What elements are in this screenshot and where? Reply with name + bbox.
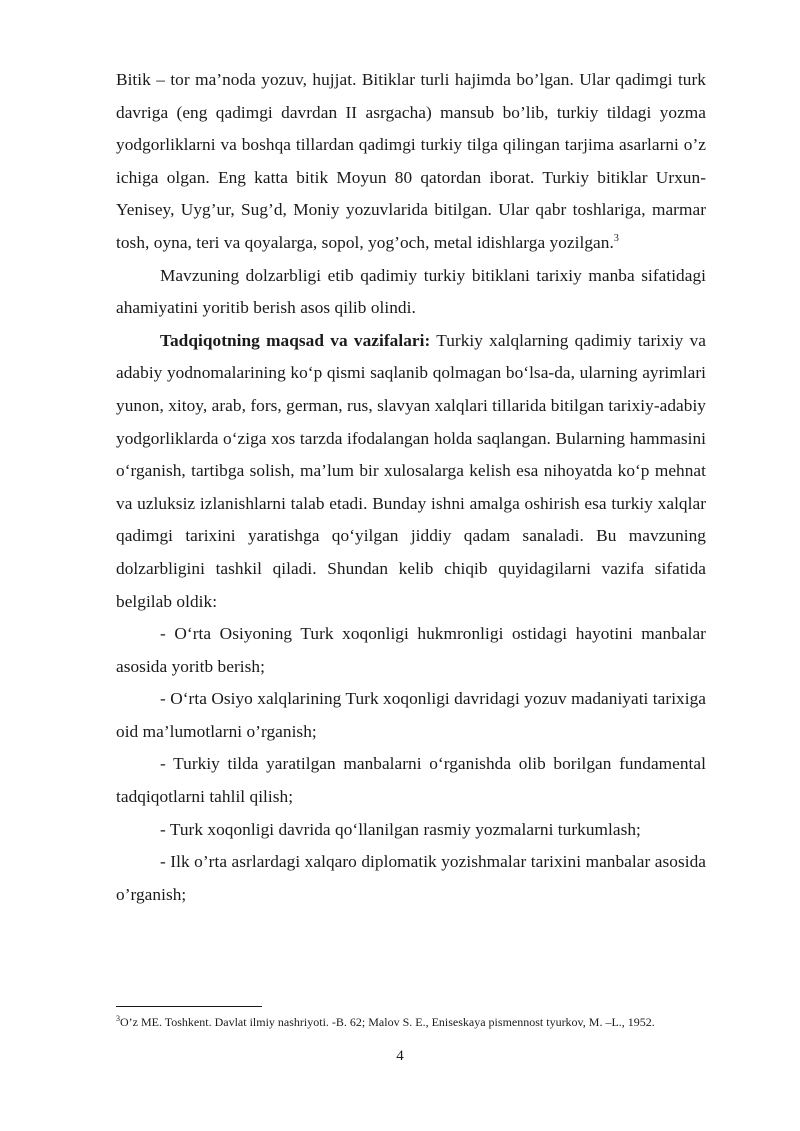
list-item-text: - O‘rta Osiyoning Turk xoqonligi hukmronligi ostidagi hayotini manbalar asosida yoritb berish;: [116, 624, 706, 676]
paragraph-goals: [116, 325, 706, 618]
page-number: 4: [396, 1048, 404, 1064]
paragraph-goals-text: Turkiy xalqlarning qadimiy tarixiy va adabiy yodnomalarining ko‘p qismi saqlanib qolmagan bo‘lsa-da, ularning ayrimlari yunon, xitoy, arab, fors, german, rus, slavyan xalqlari tillarida bitilgan tarixiy-adabiy yodgorliklarda o‘ziga xos tarzda ifodalangan holda saqlangan. Bularning hammasini o‘rganish, tartibga solish, ma’lum bir xulosalarga kelish esa nihoyatda ko‘p mehnat va uzluksiz izlanishlarni talab etadi. Bunday ishni amalga oshirish esa turkiy xalqlar qadimgi tarixini yaratishga qo‘yilgan jiddiy qadam sanaladi. Bu mavzuning dolzarbligini tashkil qiladi. Shundan kelib chiqib quyidagilarni vazifa sifatida belgilab oldik:: [116, 330, 707, 611]
footnote-divider: [116, 1006, 262, 1007]
list-item-text: - Turk xoqonligi davrida qo‘llanilgan rasmiy yozmalarni turkumlash;: [160, 819, 641, 839]
paragraph-bitik-text: Bitik – tor ma’noda yozuv, hujjat. Bitiklar turli hajimda bo’lgan. Ular qadimgi turk davriga (eng qadimgi davrdan II asrgacha) mansub bo’lib, turkiy tildagi yozma yodgorliklarni va boshqa tillardan qadimgi turkiy tilga qilingan tarjima asarlarni o’z ichiga olgan. Eng katta bitik Moyun 80 qatordan iborat. Turkiy bitiklar Urxun-Yenisey, Uyg’ur, Sug’d, Moniy yozuvlarida bitilgan. Ular qabr toshlariga, marmar tosh, oyna, teri va qoyalarga, sopol, yog’och, metal idishlarga yozilgan.: [116, 70, 706, 252]
paragraph-bitik: [116, 64, 706, 260]
footnote-text: O’z ME. Toshkent. Davlat ilmiy nashriyoti. -B. 62; Malov S. E., Eniseskaya pismennost tyurkov, M. –L., 1952.: [120, 1015, 655, 1029]
list-item: [116, 748, 706, 813]
list-item-text: - Turkiy tilda yaratilgan manbalarni o‘rganishda olib borilgan fundamental tadqiqotlarni tahlil qilish;: [116, 754, 706, 807]
goals-heading: Tadqiqotning maqsad va vazifalari:: [160, 330, 431, 350]
document-body: [116, 64, 706, 911]
list-item-text: - O‘rta Osiyo xalqlarining Turk xoqonligi davridagi yozuv madaniyati tarixiga oid ma’lumotlarni o’rganish;: [116, 689, 706, 741]
list-item: [116, 846, 706, 911]
list-item: [116, 618, 706, 683]
list-item-text: - Ilk o’rta asrlardagi xalqaro diplomatik yozishmalar tarixini manbalar asosida o’rganish;: [116, 852, 706, 904]
footnote: [116, 1014, 706, 1030]
list-item: [116, 814, 706, 847]
list-item: [116, 683, 706, 748]
footnote-marker: 3: [116, 1014, 120, 1023]
footnote-reference: 3: [613, 233, 619, 245]
paragraph-relevance-text: Mavzuning dolzarbligi etib qadimiy turkiy bitiklani tarixiy manba sifatidagi ahamiyatini yoritib berish asos qilib olindi.: [116, 265, 706, 318]
paragraph-relevance: [116, 260, 706, 325]
